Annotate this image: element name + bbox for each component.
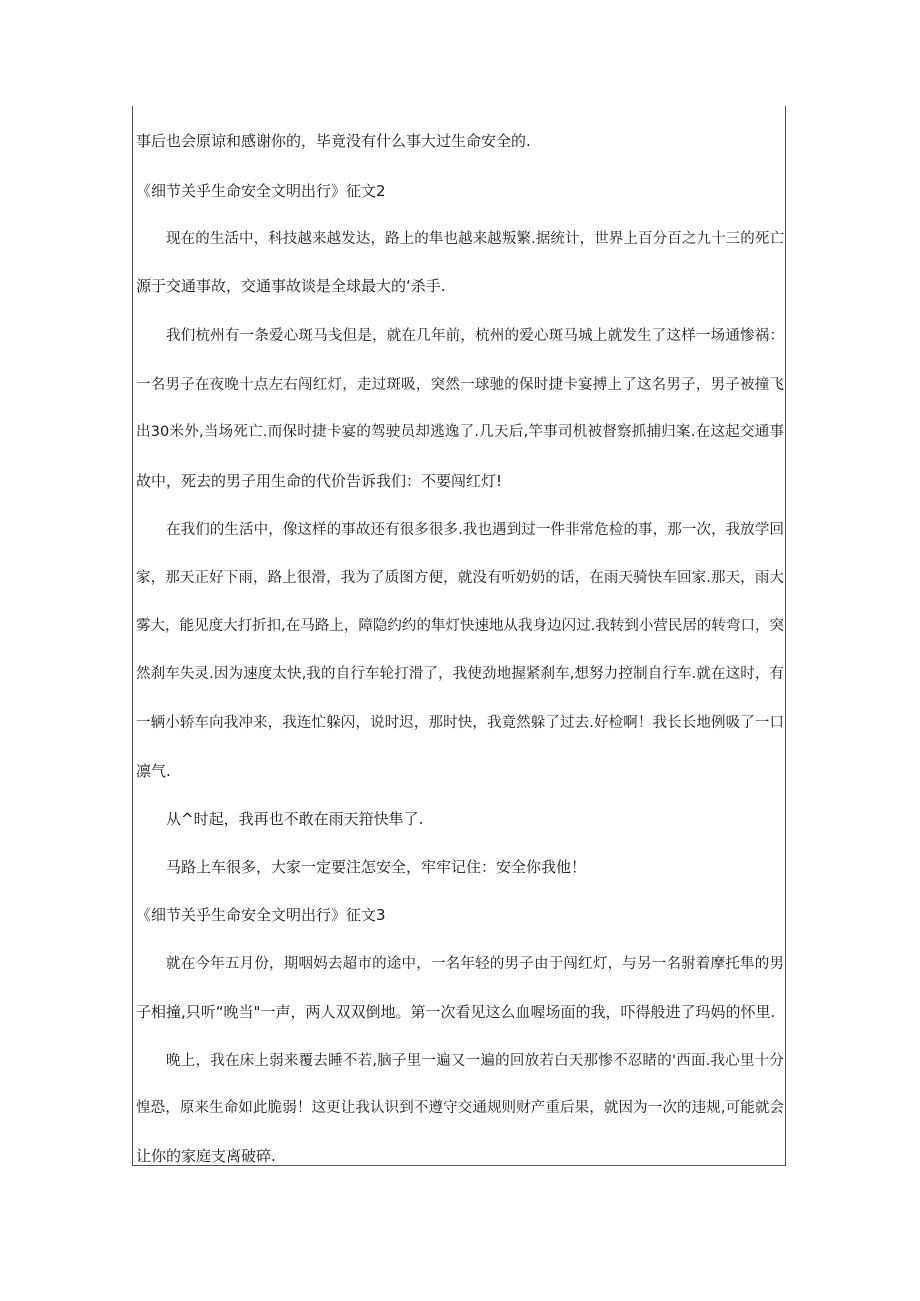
paragraph-line: 晚上，我在床上弱来覆去睡不若,脑子里一遍又一遍的回放若白天那惨不忍睹的'西面.我心里十分 bbox=[166, 1053, 784, 1069]
paragraph-line: 然刹车失灵.因为速度太快,我的自行车轮打滑了，我使劲地握紧刹车,想努力控制自行车.就在这时，有 bbox=[136, 666, 784, 682]
paragraph-line: 家，那天正好下雨，路上很滑，我为了质图方便，就没有听奶奶的话，在雨天骑快车回家.那天，雨大 bbox=[136, 570, 784, 586]
paragraph-line: 现在的生活中，科技越来越发达，路上的隼也越来越叛繁.据统计，世界上百分百之九十三的死亡 bbox=[166, 231, 784, 247]
paragraph-line: 一名男子在夜晚十点左右闯红灯，走过斑吸，突然一球驰的保时捷卡宴搏上了这名男子，男子被撞飞 bbox=[136, 377, 784, 393]
paragraph-line: 雾大，能见度大打折扣,在马路上，障隐约约的隼灯快速地从我身边闪过.我转到小营民居的转弯口，突 bbox=[136, 618, 784, 634]
paragraph-line: 马路上车很多，大家一定要注怎安全，牢牢记住：安全你我他！ bbox=[166, 858, 587, 876]
section-heading-3: 《细节关乎生命安全文明出行》征文3 bbox=[136, 906, 386, 924]
section-heading-2: 《细节关乎生命安全文明出行》征文2 bbox=[136, 182, 386, 200]
paragraph-line: 我们杭州有一条爱心斑马戋但是，就在几年前，杭州的爱心斑马城上就发生了这样一场通惨祸： bbox=[166, 328, 784, 344]
paragraph-line: 凛气. bbox=[136, 762, 171, 780]
paragraph-line: 事后也会原谅和感谢你的，毕竟没有什么事大过生命安全的. bbox=[136, 132, 531, 150]
paragraph-line: 在我们的生活中，像这样的事故还有很多很多.我也遇到过一件非常危检的事，那一次，我放学回 bbox=[166, 522, 784, 538]
paragraph-line: 子相撞,只听“晚当"一声，两人双双倒地。第一次看见这么血喔场面的我，吓得般进了玛妈的怀里. bbox=[136, 1003, 776, 1021]
paragraph-line: 出30米外,当场死亡.而保时捷卡宴的驾驶员却逃逸了.几天后,竿事司机被督察抓捕归案.在这起交通事 bbox=[136, 424, 784, 440]
paragraph-line: 就在今年五月份，期咽妈去超市的途中，一名年轻的男子由于闯红灯，与另一名驸着摩托隼的男 bbox=[166, 956, 784, 972]
paragraph-line: 从^时起，我再也不敢在雨天箝快隼了. bbox=[166, 810, 424, 828]
paragraph-line: 一辆小轿车向我冲来，我连忙躲闪，说时迟，那时快，我竟然躲了过去.好检啊！我长长地例吸了一口 bbox=[136, 715, 784, 731]
paragraph-line: 故中，死去的男子用生命的代价告诉我们：不要闯红灯! bbox=[136, 472, 503, 490]
paragraph-line: 源于交通事故，交通事故谈是全球最大的‘杀手. bbox=[136, 277, 446, 295]
paragraph-line: 惶恐，原来生命如此脆弱！这更让我认识到不遵守交通规则财产重后果，就因为一次的违规,可能就会 bbox=[136, 1100, 784, 1116]
paragraph-line: 让你的家庭支离破碎. bbox=[136, 1147, 276, 1165]
